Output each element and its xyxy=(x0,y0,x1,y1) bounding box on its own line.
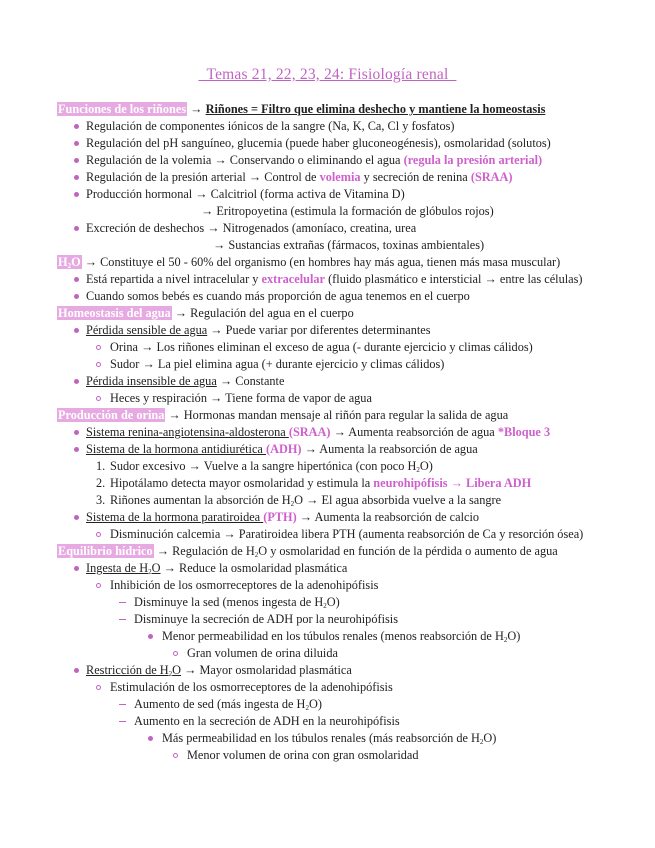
list-subitem: Inhibición de los osmorreceptores de la adenohipófisis xyxy=(110,578,379,592)
section-water-balance: Equilibrio hídrico → Regulación de $H_2O$ y osmolaridad en función de la pérdida o aumento de agua xyxy=(58,544,558,559)
section-urine-production: Producción de orina → Hormonas mandan mensaje al riñón para regular la salida de agua xyxy=(58,408,509,422)
section-kidney-functions: Funciones de los riñones → Riñones = Filtro que elimina deshecho y mantiene la homeostasis xyxy=(58,102,546,116)
dash-bullet-icon xyxy=(119,619,126,620)
list-level4-item: Menor permeabilidad en los túbulos renales (menos reabsorción de $H_2O$) xyxy=(162,629,521,644)
bullet-icon xyxy=(74,515,79,520)
bullet-icon xyxy=(74,277,79,282)
circle-bullet-icon xyxy=(96,345,101,350)
list-item: Pérdida sensible de agua → Puede variar por diferentes determinantes xyxy=(86,323,431,337)
list-item: Regulación de componentes iónicos de la sangre (Na, K, Ca, Cl y fosfatos) xyxy=(86,119,455,133)
bullet-icon xyxy=(74,175,79,180)
section-water-homeostasis: Homeostasis del agua → Regulación del agua en el cuerpo xyxy=(58,306,354,320)
circle-bullet-icon xyxy=(96,532,101,537)
page-title: _Temas 21, 22, 23, 24: Fisiología renal_ xyxy=(198,66,457,83)
heading-highlight: Producción de orina xyxy=(58,408,165,422)
list-item: Está repartida a nivel intracelular y extracelular (fluido plasmático e intersticial → entre las células) xyxy=(86,272,583,286)
list-number: 3. xyxy=(96,493,106,507)
list-item: Ingesta de $H_2O$ → Reduce la osmolaridad plasmática xyxy=(86,561,348,576)
bullet-icon xyxy=(74,141,79,146)
bullet-icon xyxy=(74,294,79,299)
list-item: Excreción de deshechos → Nitrogenados (amoníaco, creatina, urea xyxy=(86,221,417,235)
numbered-item: Hipotálamo detecta mayor osmolaridad y estimula la neurohipófisis → Libera ADH xyxy=(110,476,532,490)
list-item: Sistema de la hormona antidiurética (ADH) → Aumenta la reabsorción de agua xyxy=(86,442,478,456)
numbered-item: Sudor excesivo → Vuelve a la sangre hipertónica (con poco $H_2O$) xyxy=(110,459,433,474)
circle-bullet-icon xyxy=(96,583,101,588)
circle-bullet-icon xyxy=(96,396,101,401)
list-subitem: Estimulación de los osmorreceptores de la adenohipófisis xyxy=(110,680,393,694)
list-subsubitem: Aumento de sed (más ingesta de $H_2O$) xyxy=(134,697,322,712)
list-number: 1. xyxy=(96,459,106,473)
list-item: Sistema de la hormona paratiroidea (PTH) → Aumenta la reabsorción de calcio xyxy=(86,510,480,524)
bullet-icon xyxy=(148,634,153,639)
circle-bullet-icon xyxy=(96,362,101,367)
section-water: $H_2O$ → Constituye el 50 - 60% del organismo (en hombres hay más agua, tienen más masa muscular) xyxy=(58,255,561,270)
bullet-icon xyxy=(74,668,79,673)
bullet-icon xyxy=(74,566,79,571)
numbered-item: Riñones aumentan la absorción de $H_2O \to El$ agua absorbida vuelve a la sangre xyxy=(110,493,502,508)
circle-bullet-icon xyxy=(96,685,101,690)
list-level5-item: Gran volumen de orina diluida xyxy=(187,646,338,660)
list-item-continuation: → Sustancias extrañas (fármacos, toxinas ambientales) xyxy=(213,238,485,252)
list-subsubitem: Aumento en la secreción de ADH en la neurohipófisis xyxy=(134,714,400,728)
list-item: Regulación de la volemia → Conservando o eliminando el agua (regula la presión arterial) xyxy=(86,153,543,167)
definition: Riñones = Filtro que elimina deshecho y mantiene la homeostasis xyxy=(205,102,546,116)
dash-bullet-icon xyxy=(119,602,126,603)
list-item: Regulación de la presión arterial → Control de volemia y secreción de renina (SRAA) xyxy=(86,170,513,184)
list-item: Pérdida insensible de agua → Constante xyxy=(86,374,285,388)
list-level5-item: Menor volumen de orina con gran osmolaridad xyxy=(187,748,419,762)
list-subsubitem: Disminuye la sed (menos ingesta de $H_2O$) xyxy=(134,595,340,610)
list-subitem: Heces y respiración → Tiene forma de vapor de agua xyxy=(110,391,372,405)
bullet-icon xyxy=(148,736,153,741)
list-item: Cuando somos bebés es cuando más proporción de agua tenemos en el cuerpo xyxy=(86,289,470,303)
list-item: Restricción de $H_2O$ → Mayor osmolaridad plasmática xyxy=(86,663,352,678)
list-item: Sistema renina-angiotensina-aldosterona (SRAA) → Aumenta reabsorción de agua *Bloque 3 xyxy=(86,425,551,439)
bullet-icon xyxy=(74,226,79,231)
heading-highlight: Funciones de los riñones xyxy=(58,102,187,116)
list-subitem: Sudor → La piel elimina agua (+ durante ejercicio y climas cálidos) xyxy=(110,357,445,371)
list-item: Producción hormonal → Calcitriol (forma activa de Vitamina D) xyxy=(86,187,405,201)
heading-highlight: $H_2O$ xyxy=(58,255,81,270)
bullet-icon xyxy=(74,447,79,452)
list-item-continuation: → Eritropoyetina (estimula la formación de glóbulos rojos) xyxy=(201,204,494,218)
list-subitem: Orina → Los riñones eliminan el exceso de agua (- durante ejercicio y climas cálidos) xyxy=(110,340,533,354)
heading-highlight: Homeostasis del agua xyxy=(58,306,171,320)
list-item: Regulación del pH sanguíneo, glucemia (puede haber gluconeogénesis), osmolaridad (solutos) xyxy=(86,136,551,150)
circle-bullet-icon xyxy=(173,753,178,758)
bullet-icon xyxy=(74,430,79,435)
bullet-icon xyxy=(74,158,79,163)
bullet-icon xyxy=(74,379,79,384)
dash-bullet-icon xyxy=(119,721,126,722)
dash-bullet-icon xyxy=(119,704,126,705)
list-subsubitem: Disminuye la secreción de ADH por la neurohipófisis xyxy=(134,612,398,626)
bullet-icon xyxy=(74,124,79,129)
list-number: 2. xyxy=(96,476,106,490)
bullet-icon xyxy=(74,328,79,333)
list-subitem: Disminución calcemia → Paratiroidea libera PTH (aumenta reabsorción de Ca y resorción ósea) xyxy=(110,527,584,541)
heading-highlight: Equilibrio hídrico xyxy=(58,544,153,558)
bullet-icon xyxy=(74,192,79,197)
list-level4-item: Más permeabilidad en los túbulos renales (más reabsorción de $H_2O$) xyxy=(162,731,497,746)
circle-bullet-icon xyxy=(173,651,178,656)
